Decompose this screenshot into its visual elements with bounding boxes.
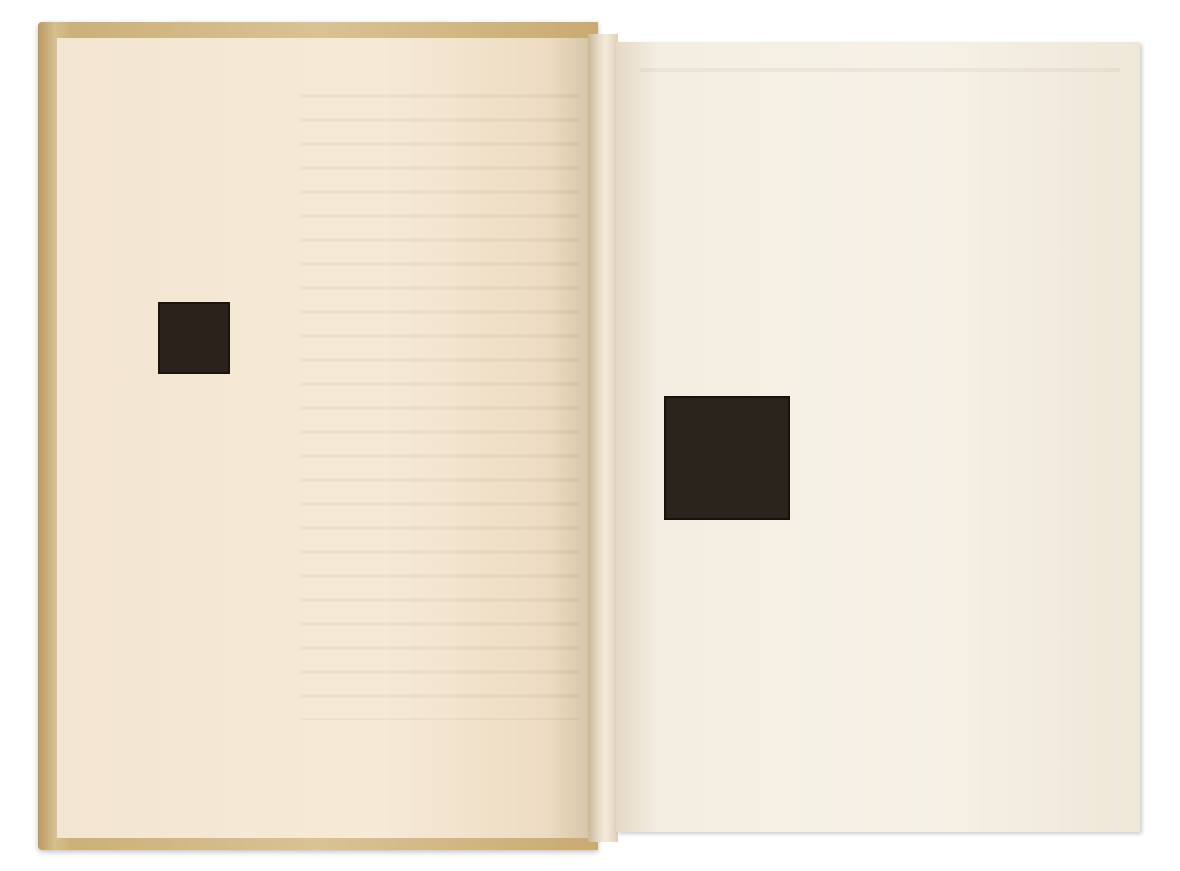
woodcut-initial-s-icon: [664, 396, 790, 520]
book-gutter: [588, 34, 618, 842]
decorated-initial-d-icon: [158, 302, 230, 374]
left-page: [56, 38, 589, 838]
